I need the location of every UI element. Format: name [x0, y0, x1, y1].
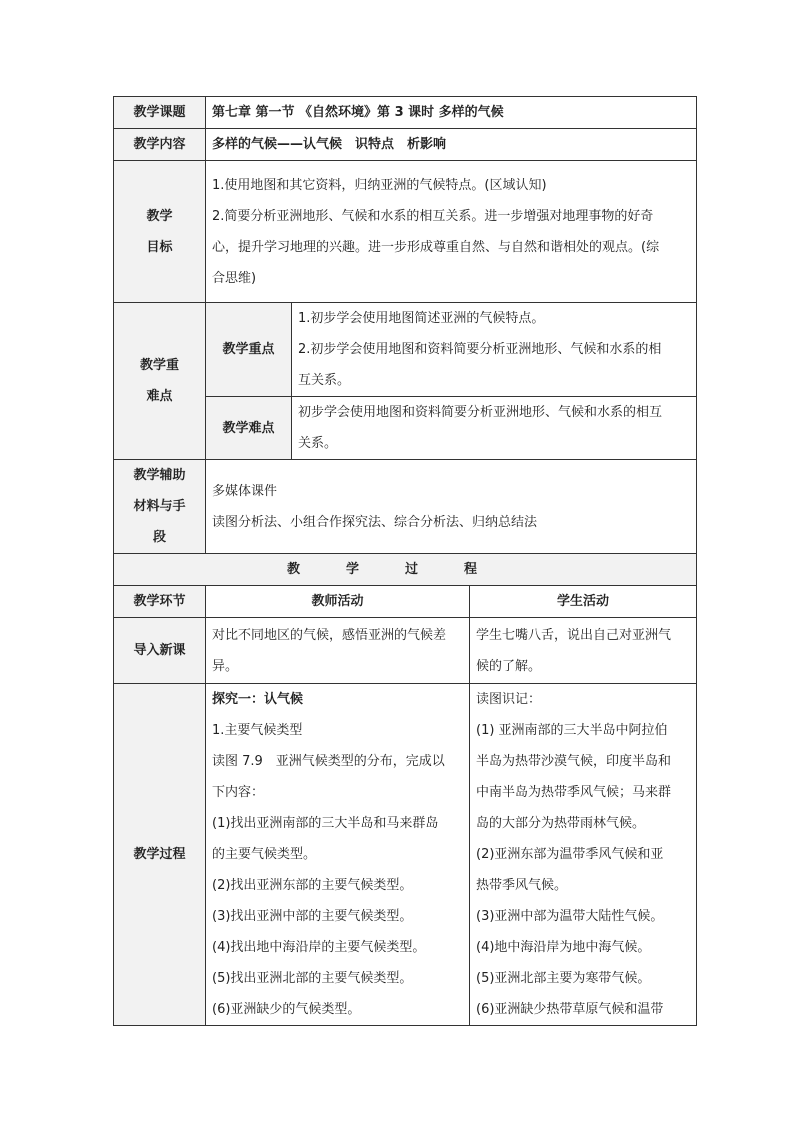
difficulty-text	[292, 397, 697, 460]
focus-line: 1.初步学会使用地图简述亚洲的气候特点。	[298, 311, 545, 326]
focus-line: 2.初步学会使用地图和资料简要分析亚洲地形、气候和水系的相	[298, 342, 662, 357]
lesson-plan-table	[113, 96, 697, 1026]
process-teacher-line: (5)找出亚洲北部的主要气候类型。	[212, 971, 413, 986]
process-student-line: 读图识记：	[476, 692, 542, 707]
goal-line: 1.使用地图和其它资料，归纳亚洲的气候特点。(区域认知)	[212, 177, 547, 193]
process-teacher-line: (6)亚洲缺少的气候类型。	[212, 1002, 361, 1017]
process-student-line: (1) 亚洲南部的三大半岛中阿拉伯	[476, 723, 668, 738]
content-value: 多样的气候——认气候 识特点 析影响	[206, 129, 697, 161]
process-teacher-line: (3)找出亚洲中部的主要气候类型。	[212, 909, 413, 924]
process-teacher-heading: 探究一：认气候	[212, 692, 304, 707]
process-student	[470, 684, 697, 1026]
difficulty-line: 关系。	[298, 436, 338, 451]
process-teacher-line: 1.主要气候类型	[212, 723, 303, 738]
aids-line: 多媒体课件	[212, 483, 278, 499]
process-student-line: (6)亚洲缺少热带草原气候和温带	[476, 1002, 664, 1017]
intro-student-line: 候的了解。	[476, 658, 542, 674]
goals-row	[114, 161, 697, 303]
topic-value: 第七章 第一节 《自然环境》第 3 课时 多样的气候	[206, 97, 697, 129]
process-teacher-line: 的主要气候类型。	[212, 847, 317, 862]
process-teacher-line: 读图 7.9 亚洲气候类型的分布，完成以	[212, 754, 445, 769]
process-teacher	[206, 684, 470, 1026]
process-teacher-line: (2)找出亚洲东部的主要气候类型。	[212, 878, 413, 893]
goals-label: 教学 目标	[114, 161, 206, 303]
process-teacher-line: 下内容：	[212, 785, 265, 800]
process-teacher-line: (4)找出地中海沿岸的主要气候类型。	[212, 940, 426, 955]
topic-label: 教学课题	[114, 97, 206, 129]
goal-line: 合思维)	[212, 270, 257, 286]
process-student-line: 半岛为热带沙漠气候，印度半岛和	[476, 754, 672, 769]
focus-text	[292, 303, 697, 397]
process-student-line: (3)亚洲中部为温带大陆性气候。	[476, 909, 664, 924]
intro-teacher-line: 异。	[212, 658, 239, 674]
process-teacher-line: (1)找出亚洲南部的三大半岛和马来群岛	[212, 816, 439, 831]
difficulty-label: 教学难点	[206, 397, 292, 460]
intro-teacher	[206, 618, 470, 684]
goal-line: 心，提升学习地理的兴趣。进一步形成尊重自然、与自然和谐相处的观点。(综	[212, 239, 660, 255]
keypoints-label: 教学重 难点	[114, 303, 206, 460]
process-stage: 教学过程	[114, 684, 206, 1026]
goal-line: 2.简要分析亚洲地形、气候和水系的相互关系。进一步增强对地理事物的好奇	[212, 208, 654, 224]
process-row	[114, 684, 697, 1026]
aids-label: 教学辅助 材料与手 段	[114, 460, 206, 554]
column-header-row	[114, 586, 697, 618]
process-student-line: 中南半岛为热带季风气候；马来群	[476, 785, 672, 800]
intro-teacher-line: 对比不同地区的气候，感悟亚洲的气候差	[212, 627, 447, 643]
aids-text	[206, 460, 697, 554]
aids-row	[114, 460, 697, 554]
aids-line: 读图分析法、小组合作探究法、综合分析法、归纳总结法	[212, 514, 538, 530]
content-row	[114, 129, 697, 161]
focus-line: 互关系。	[298, 373, 351, 388]
process-student-line: (5)亚洲北部主要为寒带气候。	[476, 971, 651, 986]
intro-row	[114, 618, 697, 684]
intro-student-line: 学生七嘴八舌，说出自己对亚洲气	[476, 627, 672, 643]
process-student-line: (2)亚洲东部为温带季风气候和亚	[476, 847, 664, 862]
focus-row	[114, 303, 697, 397]
content-label: 教学内容	[114, 129, 206, 161]
intro-student	[470, 618, 697, 684]
focus-label: 教学重点	[206, 303, 292, 397]
process-student-line: 热带季风气候。	[476, 878, 568, 893]
topic-row	[114, 97, 697, 129]
teacher-column-header: 教师活动	[206, 586, 470, 618]
process-student-line: (4)地中海沿岸为地中海气候。	[476, 940, 651, 955]
process-title: 教学过程	[114, 554, 697, 586]
process-band-row	[114, 554, 697, 586]
difficulty-line: 初步学会使用地图和资料简要分析亚洲地形、气候和水系的相互	[298, 405, 663, 420]
student-column-header: 学生活动	[470, 586, 697, 618]
goals-text	[206, 161, 697, 303]
stage-column-header: 教学环节	[114, 586, 206, 618]
process-student-line: 岛的大部分为热带雨林气候。	[476, 816, 646, 831]
intro-stage: 导入新课	[114, 618, 206, 684]
